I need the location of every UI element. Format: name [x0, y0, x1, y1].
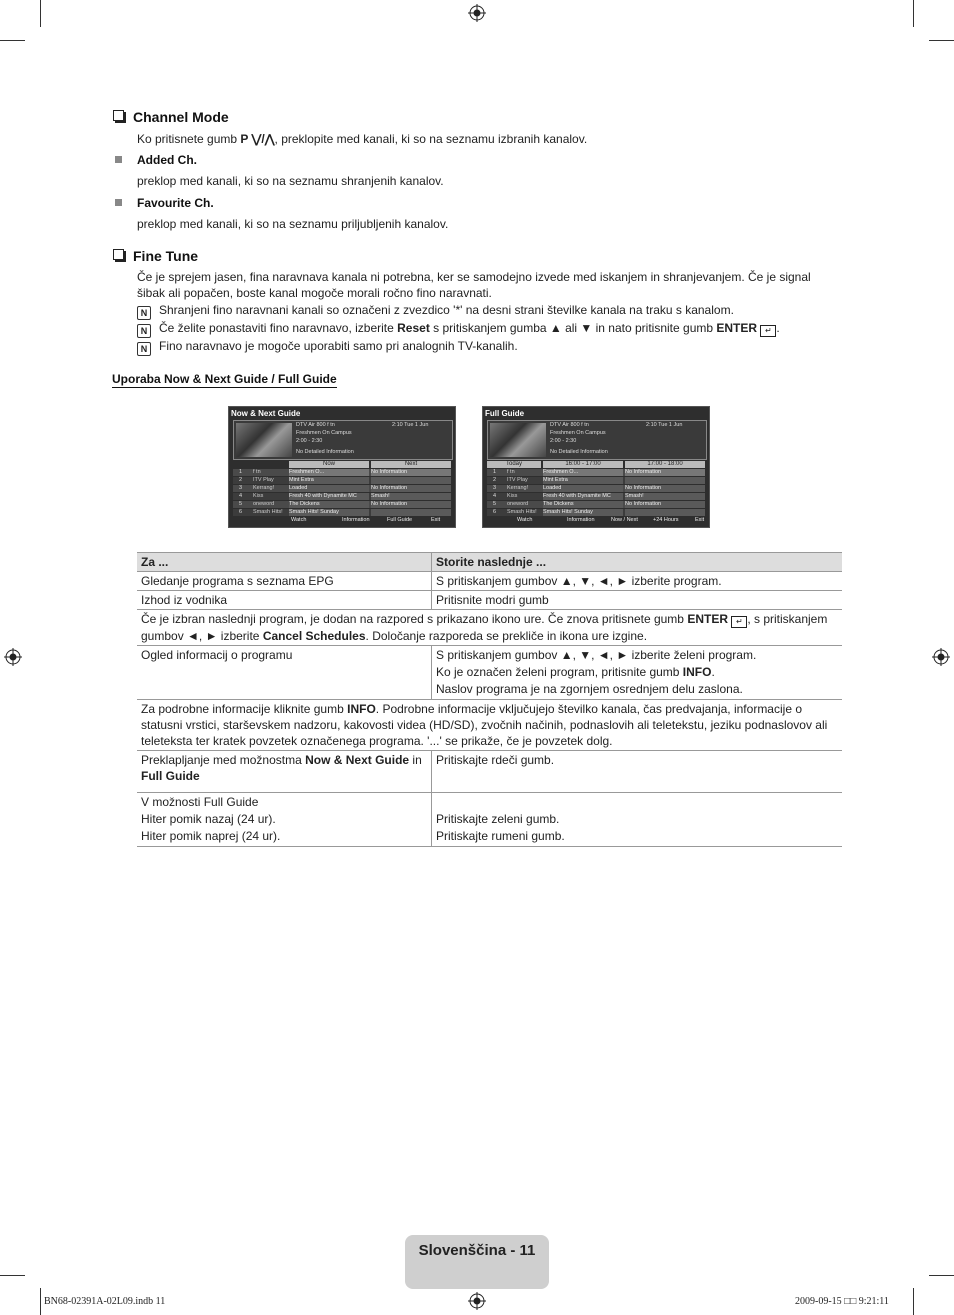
list-item-cell: 3: [493, 485, 497, 491]
note-icon: N: [137, 324, 151, 338]
list-item[interactable]: [233, 469, 451, 476]
list-item-cell: f tn: [507, 469, 515, 475]
screen-footer: Watch Information Now / Next +24 Hours Exit: [517, 517, 705, 523]
list-item[interactable]: [233, 477, 451, 484]
screen-title: Full Guide: [485, 409, 525, 418]
list-item-cell: No Information: [625, 485, 705, 492]
list-item-cell: 3: [239, 485, 243, 491]
list-item-cell: Kiss: [507, 493, 518, 499]
list-item-cell: Smash Hits! Sunday: [543, 509, 623, 516]
registration-mark-icon: [4, 648, 22, 666]
guide-controls-table: [137, 552, 842, 847]
checkbox-bullet-icon: [113, 249, 124, 260]
note-icon: N: [137, 306, 151, 320]
checkbox-bullet-icon: [113, 110, 124, 121]
table-header: Za ... Storite naslednje ...: [137, 553, 842, 572]
registration-mark-icon: [468, 1292, 486, 1310]
screen-footer: Watch Information Full Guide Exit: [291, 517, 441, 523]
list-item-cell: ITV Play: [253, 477, 274, 483]
list-item-cell: 4: [493, 493, 497, 499]
list-item[interactable]: [487, 469, 705, 476]
list-item[interactable]: [233, 493, 451, 500]
list-item-cell: Freshmen O...: [543, 469, 623, 476]
favourite-ch-desc: preklop med kanali, ki so na seznamu priljubljenih kanalov.: [137, 217, 449, 231]
fine-tune-note-3: N Fino naravnavo je mogoče uporabiti samo pri analognih TV-kanalih.: [137, 338, 518, 356]
preview-thumbnail: [490, 423, 546, 457]
note-icon: N: [137, 342, 151, 356]
info-panel: DTV Air 800 f tn 2:10 Tue 1 Jun Freshmen On Campus 2:00 - 2:30 No Detailed Information: [233, 420, 453, 460]
list-item-cell: Kiss: [253, 493, 264, 499]
table-row: Izhod iz vodnika Pritisnite modri gumb: [137, 591, 842, 610]
list-item[interactable]: [487, 493, 705, 500]
list-item[interactable]: [487, 501, 705, 508]
registration-mark-icon: [932, 648, 950, 666]
list-item-cell: 5: [493, 501, 497, 507]
fine-tune-note-2: N Če želite ponastaviti fino naravnavo, izberite Reset s pritiskanjem gumba ▲ ali ▼ in nato pritisnite gumb ENTER ↵ .: [137, 320, 780, 338]
now-next-guide-screenshot: Now & Next Guide DTV Air 800 f tn 2:10 Tue 1 Jun Freshmen On Campus 2:00 - 2:30 No Detailed Information Now Next 1 f tn Freshmen O... No Information 2 ITV Play Mint Extra 3 Kerrang! Loaded No Information 4 Kiss Fresh 40 with Dynamite MC Smash! 5 oneword The Dickens No Information 6 Smash Hits! Smash Hits! Sunday Watch Information Full Guide Exit: [228, 406, 456, 528]
list-item-cell: Mint Extra: [543, 477, 623, 484]
list-item-cell: The Dickens: [543, 501, 623, 508]
list-item-cell: Smash Hits! Sunday: [289, 509, 369, 516]
crop-mark: [40, 1288, 41, 1315]
channel-mode-intro: Ko pritisnete gumb P ⋁/⋀, preklopite med kanali, ki so na seznamu izbranih kanalov.: [137, 132, 588, 146]
list-item-cell: No Information: [371, 485, 451, 492]
list-item-cell: No Information: [625, 469, 705, 476]
added-ch-desc: preklop med kanali, ki so na seznamu shranjenih kanalov.: [137, 174, 444, 188]
table-row: Za podrobne informacije kliknite gumb INFO. Podrobne informacije vključujejo številko kanala, čas predvajanja, informacije o statusni vrstici, starševskem nadzoru, kakovosti videa (HD/SD), zvočnih načinih, podnaslovih ali teletekstu, jeziku podnaslovov ali teleteksta ter kratek povzetek označenega programa. '...' se prikaže, če je povzetek dolg.: [137, 700, 842, 751]
list-item-cell: 1: [493, 469, 497, 475]
footer-timestamp: 2009-09-15 □□ 9:21:11: [795, 1296, 889, 1307]
registration-mark-icon: [468, 4, 486, 22]
footer-file-info: BN68-02391A-02L09.indb 11: [44, 1296, 166, 1307]
list-item-cell: 6: [239, 509, 243, 515]
list-item-cell: No Information: [371, 469, 451, 476]
fine-tune-note-1: N Shranjeni fino naravnani kanali so označeni z zvezdico '*' na desni strani številke kanala na traku s kanalom.: [137, 302, 734, 320]
fine-tune-line1: Če je sprejem jasen, fina naravnava kanala ni potrebna, ker se samodejno izvede med iskanjem in shranjevanjem. Če je signal: [137, 270, 811, 284]
list-item-cell: [625, 477, 705, 484]
crop-mark: [40, 0, 41, 27]
list-item-cell: oneword: [253, 501, 275, 507]
list-item-cell: Smash!: [625, 493, 705, 500]
list-item-cell: No Information: [625, 501, 705, 508]
list-item-cell: Smash!: [371, 493, 451, 500]
table-row: V možnosti Full Guide Hiter pomik nazaj (24 ur). Hiter pomik naprej (24 ur). Pritiskajte zeleni gumb. Pritiskajte rumeni gumb.: [137, 793, 842, 847]
list-item-cell: 6: [493, 509, 497, 515]
favourite-ch-title: Favourite Ch.: [137, 196, 214, 210]
guide-section-title: Uporaba Now & Next Guide / Full Guide: [112, 372, 337, 386]
list-item-cell: Smash Hits!: [507, 509, 537, 515]
table-row: Preklapljanje med možnostma Now & Next Guide in Full Guide Pritiskajte rdeči gumb.: [137, 751, 842, 793]
list-item-cell: Mint Extra: [289, 477, 369, 484]
list-item-cell: Loaded: [289, 485, 369, 492]
preview-thumbnail: [236, 423, 292, 457]
crop-mark: [929, 1275, 954, 1276]
list-item-cell: ITV Play: [507, 477, 528, 483]
list-item-cell: oneword: [507, 501, 529, 507]
list-item[interactable]: [487, 485, 705, 492]
crop-mark: [929, 40, 954, 41]
square-bullet-icon: [115, 199, 122, 206]
table-row: Gledanje programa s seznama EPG S pritiskanjem gumbov ▲, ▼, ◄, ► izberite program.: [137, 572, 842, 591]
list-item-cell: The Dickens: [289, 501, 369, 508]
added-ch-title: Added Ch.: [137, 153, 197, 167]
enter-key-icon: ↵: [760, 325, 776, 337]
list-item-cell: Loaded: [543, 485, 623, 492]
list-item[interactable]: [487, 477, 705, 484]
table-row: Ogled informacij o programu S pritiskanjem gumbov ▲, ▼, ◄, ► izberite želeni program. Ko je označen želeni program, pritisnite gumb INFO. Naslov programa je na zgornjem osrednjem delu zaslona.: [137, 646, 842, 700]
list-item-cell: Freshmen O...: [289, 469, 369, 476]
list-item-cell: 5: [239, 501, 243, 507]
info-panel: DTV Air 800 f tn 2:10 Tue 1 Jun Freshmen On Campus 2:00 - 2:30 No Detailed Information: [487, 420, 707, 460]
list-item-cell: 1: [239, 469, 243, 475]
list-item-cell: Fresh 40 with Dynamite MC: [289, 493, 369, 500]
list-item-cell: [371, 477, 451, 484]
list-item[interactable]: [233, 485, 451, 492]
full-guide-screenshot: Full Guide DTV Air 800 f tn 2:10 Tue 1 Jun Freshmen On Campus 2:00 - 2:30 No Detailed Information Today 16:00 - 17:00 17:00 - 18:00 1 f tn Freshmen O... No Information 2 ITV Play Mint Extra 3 Kerrang! Loaded No Information 4 Kiss Fresh 40 with Dynamite MC Smash! 5 oneword The Dickens No Information 6 Smash Hits! Smash Hits! Sunday Watch Information Now / Next +24 Hours Exit: [482, 406, 710, 528]
crop-mark: [913, 1288, 914, 1315]
fine-tune-heading: Fine Tune: [113, 248, 198, 264]
list-item-cell: f tn: [253, 469, 261, 475]
list-item[interactable]: [233, 501, 451, 508]
list-item-cell: Kerrang!: [253, 485, 275, 491]
channel-mode-heading: Channel Mode: [113, 109, 229, 125]
crop-mark: [913, 0, 914, 27]
table-row: Če je izbran naslednji program, je dodan na razpored s prikazano ikono ure. Če znova pritisnete gumb ENTER ↵ , s pritiskanjem gumbov ◄, ► izberite Cancel Schedules. Določanje razporeda se prekliče in ikona ure izgine.: [137, 610, 842, 646]
list-item-cell: No Information: [371, 501, 451, 508]
screen-title: Now & Next Guide: [231, 409, 301, 418]
page-label: Slovenščina - 11: [418, 1242, 536, 1259]
square-bullet-icon: [115, 156, 122, 163]
list-item-cell: Kerrang!: [507, 485, 529, 491]
crop-mark: [0, 1275, 25, 1276]
list-item-cell: 4: [239, 493, 243, 499]
list-item-cell: Smash Hits!: [253, 509, 283, 515]
list-item-cell: 2: [493, 477, 497, 483]
enter-key-icon: ↵: [731, 616, 747, 628]
list-item-cell: Fresh 40 with Dynamite MC: [543, 493, 623, 500]
fine-tune-line2: šibak ali popačen, boste kanal mogoče morali ročno fino naravnati.: [137, 286, 492, 300]
crop-mark: [0, 40, 25, 41]
list-item-cell: 2: [239, 477, 243, 483]
